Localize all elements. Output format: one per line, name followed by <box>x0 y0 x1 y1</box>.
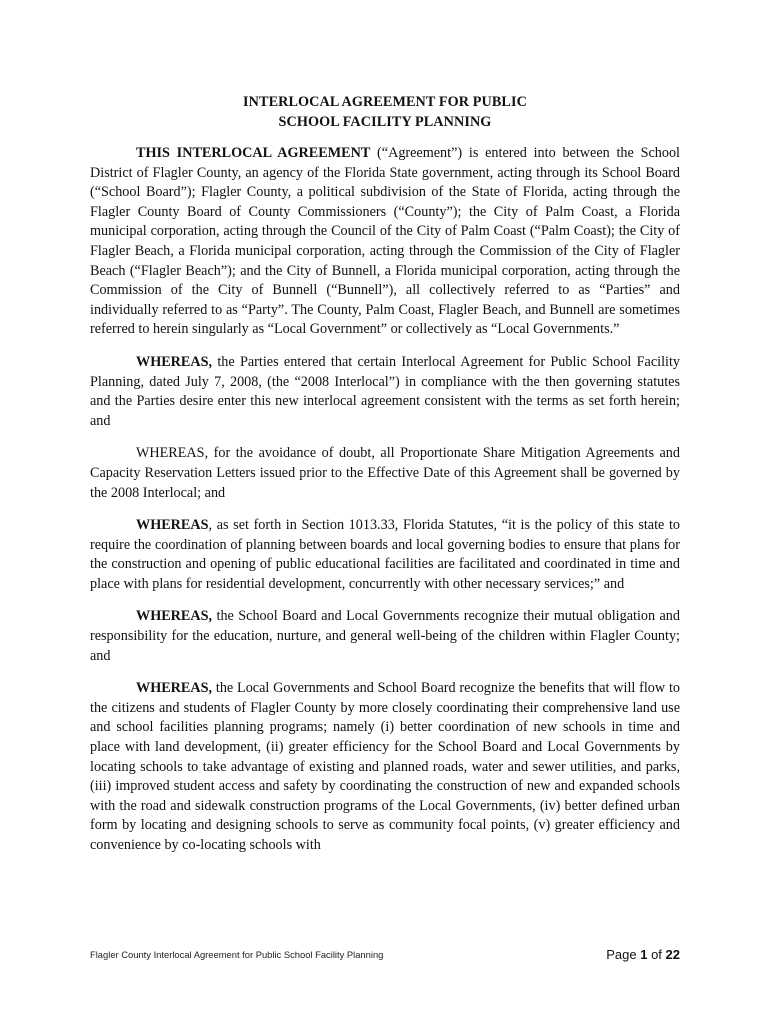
title-line-2: SCHOOL FACILITY PLANNING <box>278 114 492 130</box>
paragraph-text: , as set forth in Section 1013.33, Florida Statutes, “it is the policy of this state to require the coordination of planning between boards and local governing bodies to ensure that plans for the construction and opening of public educational facilities are facilitated and coordinated in time and place with plans for residential development, concurrently with other necessary services;” and <box>90 517 680 592</box>
paragraph-whereas-5 <box>90 679 680 855</box>
paragraph-text: the School Board and Local Governments recognize their mutual obligation and responsibility for the education, nurture, and general well-being of the children within Flagler County; and <box>90 608 680 664</box>
page-total: 22 <box>665 947 680 962</box>
page-current: 1 <box>640 947 648 962</box>
paragraph-preamble <box>90 144 680 340</box>
page-of: of <box>647 947 666 962</box>
paragraph-whereas-4 <box>90 607 680 666</box>
paragraph-text: the Local Governments and School Board recognize the benefits that will flow to the citizens and students of Flagler County by more closely coordinating their comprehensive land use and school facilities planning programs; namely (i) better coordination of new schools in time and place with land development, (ii) greater efficiency for the School Board and Local Governments by locating schools to take advantage of existing and planned roads, water and sewer utilities, and parks, (iii) improved student access and safety by coordinating the construction of new and expanded schools with the road and sidewalk construction programs of the Local Governments, (iv) better defined urban form by locating and designing schools to serve as community focal points, (v) greater efficiency and convenience by co-locating schools with <box>90 680 680 853</box>
page-footer <box>90 940 680 964</box>
paragraph-lead: WHEREAS, <box>136 608 213 625</box>
page-prefix: Page <box>606 947 641 962</box>
paragraph-lead: WHEREAS, <box>136 680 213 697</box>
page-number <box>606 947 680 962</box>
paragraph-text: WHEREAS, for the avoidance of doubt, all Proportionate Share Mitigation Agreements and Capacity Reservation Letters issued prior to the Effective Date of this Agreement shall be governed by the 2008 Interlocal; and <box>90 445 680 501</box>
title-line-1: INTERLOCAL AGREEMENT FOR PUBLIC <box>243 94 527 110</box>
paragraph-lead: WHEREAS <box>136 517 209 534</box>
document-page <box>90 92 680 869</box>
paragraph-whereas-1 <box>90 353 680 431</box>
paragraph-whereas-2 <box>90 444 680 503</box>
paragraph-whereas-3 <box>90 516 680 594</box>
footer-document-title: Flagler County Interlocal Agreement for Public School Facility Planning <box>90 949 384 960</box>
paragraph-lead: THIS INTERLOCAL AGREEMENT <box>136 145 371 161</box>
document-title <box>90 92 680 132</box>
paragraph-lead: WHEREAS, <box>136 353 213 370</box>
paragraph-text: (“Agreement”) is entered into between the School District of Flagler County, an agency of the Florida State government, acting through its School Board (“School Board”); Flagler County, a political subdivision of the State of Florida, acting through the Flagler County Board of County Commissioners (“County”); the City of Palm Coast, a Florida municipal corporation, acting through the Council of the City of Palm Coast (“Palm Coast); the City of Flagler Beach, a Florida municipal corporation, acting through the Commission of the City of Flagler Beach (“Flagler Beach”); and the City of Bunnell, a Florida municipal corporation, acting through the Commission of the City of Bunnell (“Bunnell”), all collectively referred to as “Parties” and individually referred to as “Party”. The County, Palm Coast, Flagler Beach, and Bunnell are sometimes referred to herein singularly as “Local Government” or collectively as “Local Governments.” <box>90 145 680 338</box>
paragraph-text: the Parties entered that certain Interlocal Agreement for Public School Facility Planning, dated July 7, 2008, (the “2008 Interlocal”) in compliance with the then governing statutes and the Parties desire enter this new interlocal agreement consistent with the terms as set forth herein; and <box>90 353 680 429</box>
